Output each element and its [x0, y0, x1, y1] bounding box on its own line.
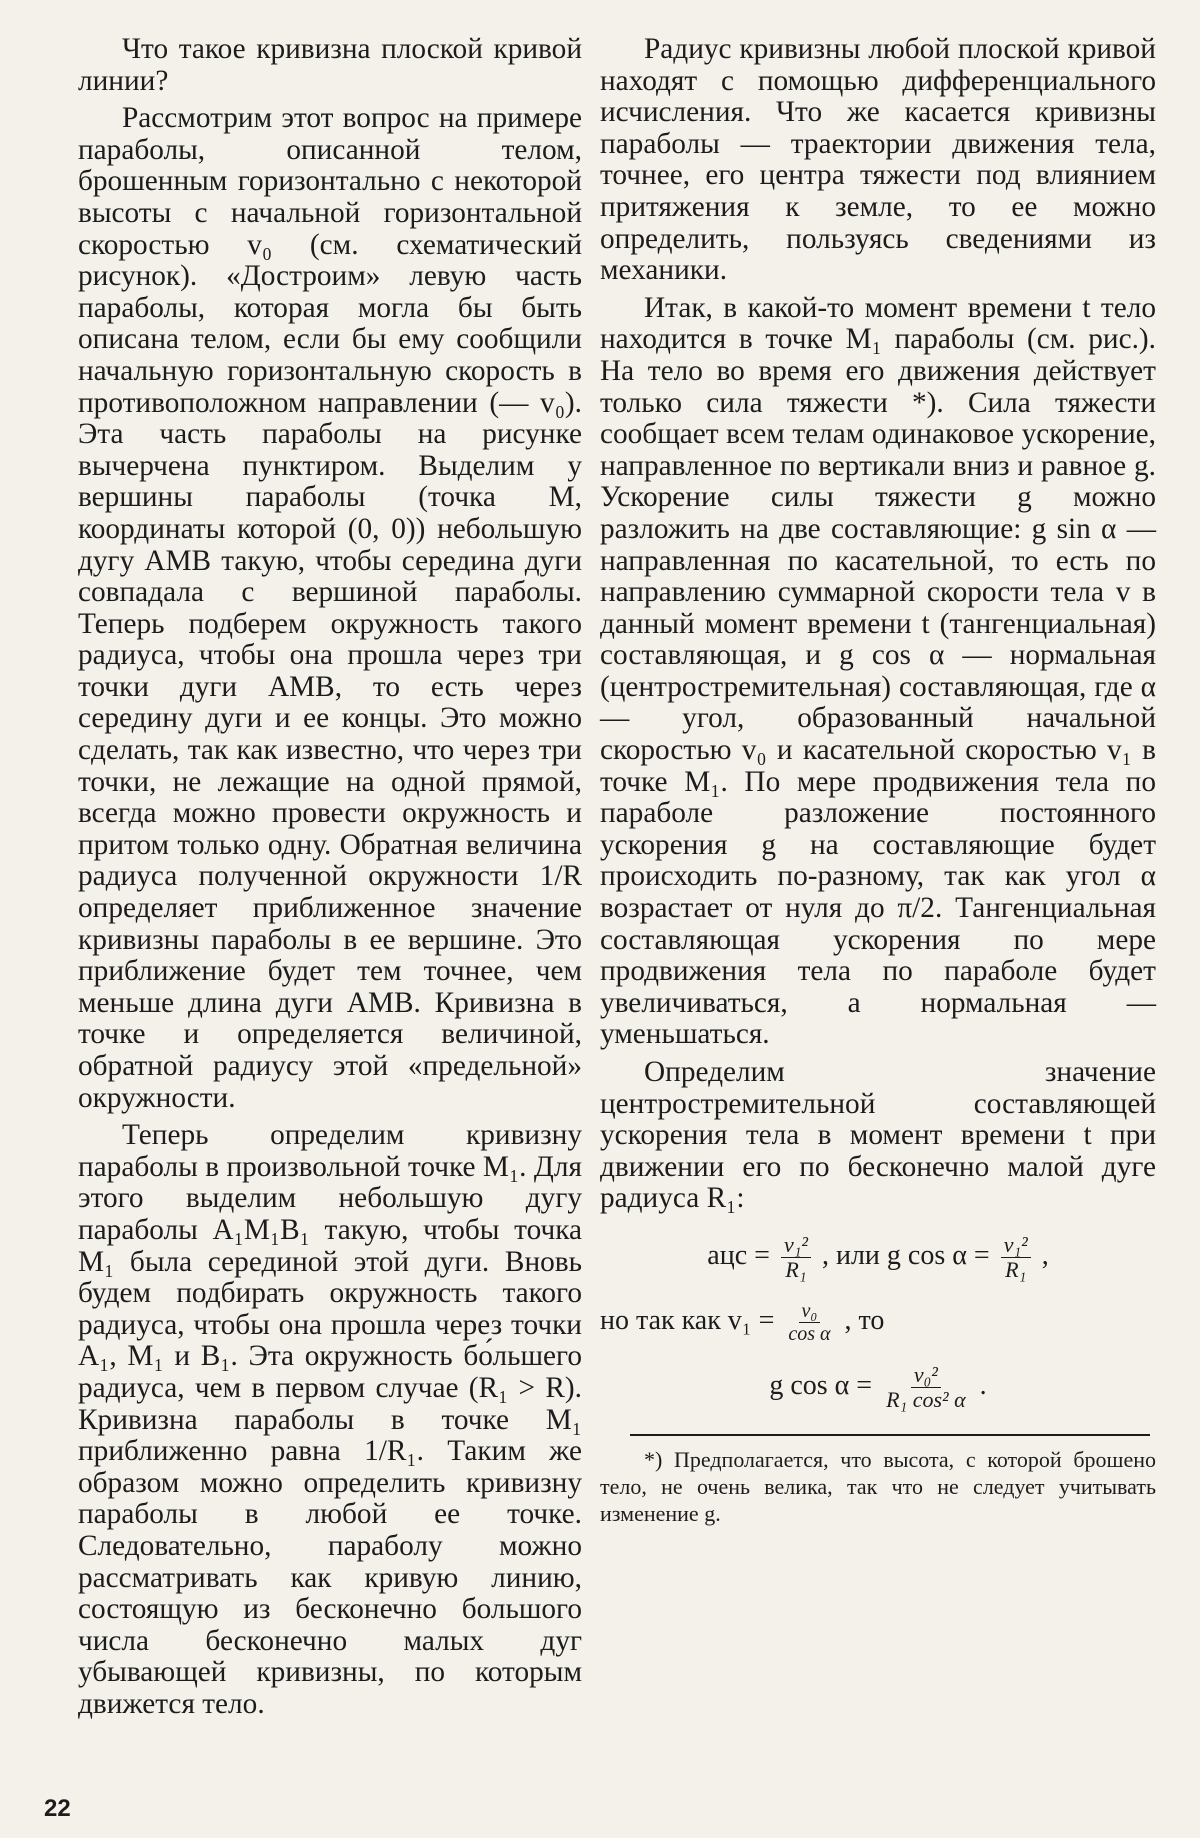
formula3-tail: .: [979, 1369, 987, 1401]
formula-centripetal-acceleration: [600, 1233, 1156, 1282]
formula1-middle: , или g cos α =: [821, 1239, 990, 1271]
formula2-prefix: но так как v₁ =: [600, 1304, 775, 1336]
paragraph-radius-of-curvature: Радиус кривизны любой плоской кривой находят с помощью дифференциального исчисления. Что же касается кривизны параболы — траектории движения тела, точнее, его центра тяжести под влиянием притяжения к земле, то ее можно определить, пользуясь сведениями из механики.: [600, 33, 1156, 287]
paragraph-curvature-question: Что такое кривизна плоской кривой линии?: [78, 33, 582, 97]
formula1-lhs: aцс =: [707, 1239, 770, 1271]
footnote-divider: [630, 1434, 1150, 1436]
formula-velocity-relation: [600, 1300, 1156, 1345]
formula-result: [600, 1363, 1156, 1412]
formula1-tail: ,: [1041, 1239, 1049, 1271]
paragraph-centripetal-intro: Определим значение центростремительной составляющей ускорения тела в момент времени t при движении его по бесконечно малой дуге радиуса R₁:: [600, 1056, 1156, 1215]
formula1-fraction-a: [781, 1233, 811, 1282]
formula1-fraction-a-numerator: v₁²: [781, 1233, 811, 1258]
formula2-fraction-numerator: v₀: [799, 1300, 821, 1323]
right-column: [600, 34, 1156, 1527]
paragraph-arbitrary-point: Теперь определим кривизну параболы в произвольной точке M₁. Для этого выделим небольшую дугу параболы A₁M₁B₁ такую, чтобы точка M₁ была серединой этой дуги. Вновь будем подбирать окружность такого радиуса, чтобы она прошла через точки A₁, M₁ и B₁. Эта окружность бо́льшего радиуса, чем в первом случае (R₁ > R). Кривизна параболы в точке M₁ приближенно равна 1/R₁. Таким же образом можно определить кривизну параболы в любой ее точке. Следовательно, параболу можно рассматривать как кривую линию, состоящую из бесконечно большого числа бесконечно малых дуг убывающей кривизны, по которым движется тело.: [78, 1119, 582, 1720]
page-number: 22: [44, 1795, 71, 1822]
paragraph-gravity-decomposition: Итак, в какой-то момент времени t тело находится в точке M₁ параболы (см. рис.). На тело во время его движения действует только сила тяжести *). Сила тяжести сообщает всем телам одинаковое ускорение, направленное по вертикали вниз и равное g. Ускорение силы тяжести g можно разложить на две составляющие: g sin α — направленная по касательной, то есть по направлению суммарной скорости тела v в данный момент времени t (тангенциальная) составляющая, и g cos α — нормальная (центростремительная) составляющая, где α — угол, образованный начальной скоростью v₀ и касательной скоростью v₁ в точке M₁. По мере продвижения тела по параболе разложение постоянного ускорения g на составляющие будет происходить по-разному, так как угол α возрастает от нуля до π/2. Тангенциальная составляющая ускорения по мере продвижения тела по параболе будет увеличиваться, а нормальная — уменьшаться.: [600, 291, 1156, 1051]
formula1-fraction-b-denominator: R₁: [1005, 1256, 1027, 1282]
formula1-fraction-a-denominator: R₁: [785, 1256, 807, 1282]
formula2-fraction: [785, 1300, 833, 1345]
formula2-fraction-denominator: cos α: [788, 1322, 831, 1345]
formula3-fraction-denominator: R₁ cos² α: [886, 1386, 966, 1412]
footnote: *) Предполагается, что высота, с которой брошено тело, не очень велика, так что не следует учитывать изменение g.: [600, 1446, 1156, 1526]
formula2-suffix: , то: [844, 1304, 885, 1336]
paragraph-parabola-example: Рассмотрим этот вопрос на примере параболы, описанной телом, брошенным горизонтально с некоторой высоты с начальной горизонтальной скоростью v₀ (см. схематический рисунок). «Достроим» левую часть параболы, которая могла бы быть описана телом, если бы ему сообщили начальную горизонтальную скорость в противоположном направлении (— v₀). Эта часть параболы на рисунке вычерчена пунктиром. Выделим у вершины параболы (точка M, координаты которой (0, 0)) небольшую дугу AMB такую, чтобы середина дуги совпадала с вершиной параболы. Теперь подберем окружность такого радиуса, чтобы она прошла через три точки дуги AMB, то есть через середину дуги и ее концы. Это можно сделать, так как известно, что через три точки, не лежащие на одной прямой, всегда можно провести окружность и притом только одну. Обратная величина радиуса полученной окружности 1/R определяет приближенное значение кривизны параболы в ее вершине. Это приближение будет тем точнее, чем меньше длина дуги AMB. Кривизна в точке и определяется величиной, обратной радиусу этой «предельной» окружности.: [78, 102, 582, 1114]
formula1-fraction-b: [1001, 1233, 1031, 1282]
left-column: [78, 34, 582, 1720]
formula3-lhs: g cos α =: [769, 1369, 873, 1401]
formula1-fraction-b-numerator: v₁²: [1001, 1233, 1031, 1258]
formula3-fraction-numerator: v₀²: [911, 1363, 941, 1388]
formula3-fraction: [883, 1363, 969, 1412]
